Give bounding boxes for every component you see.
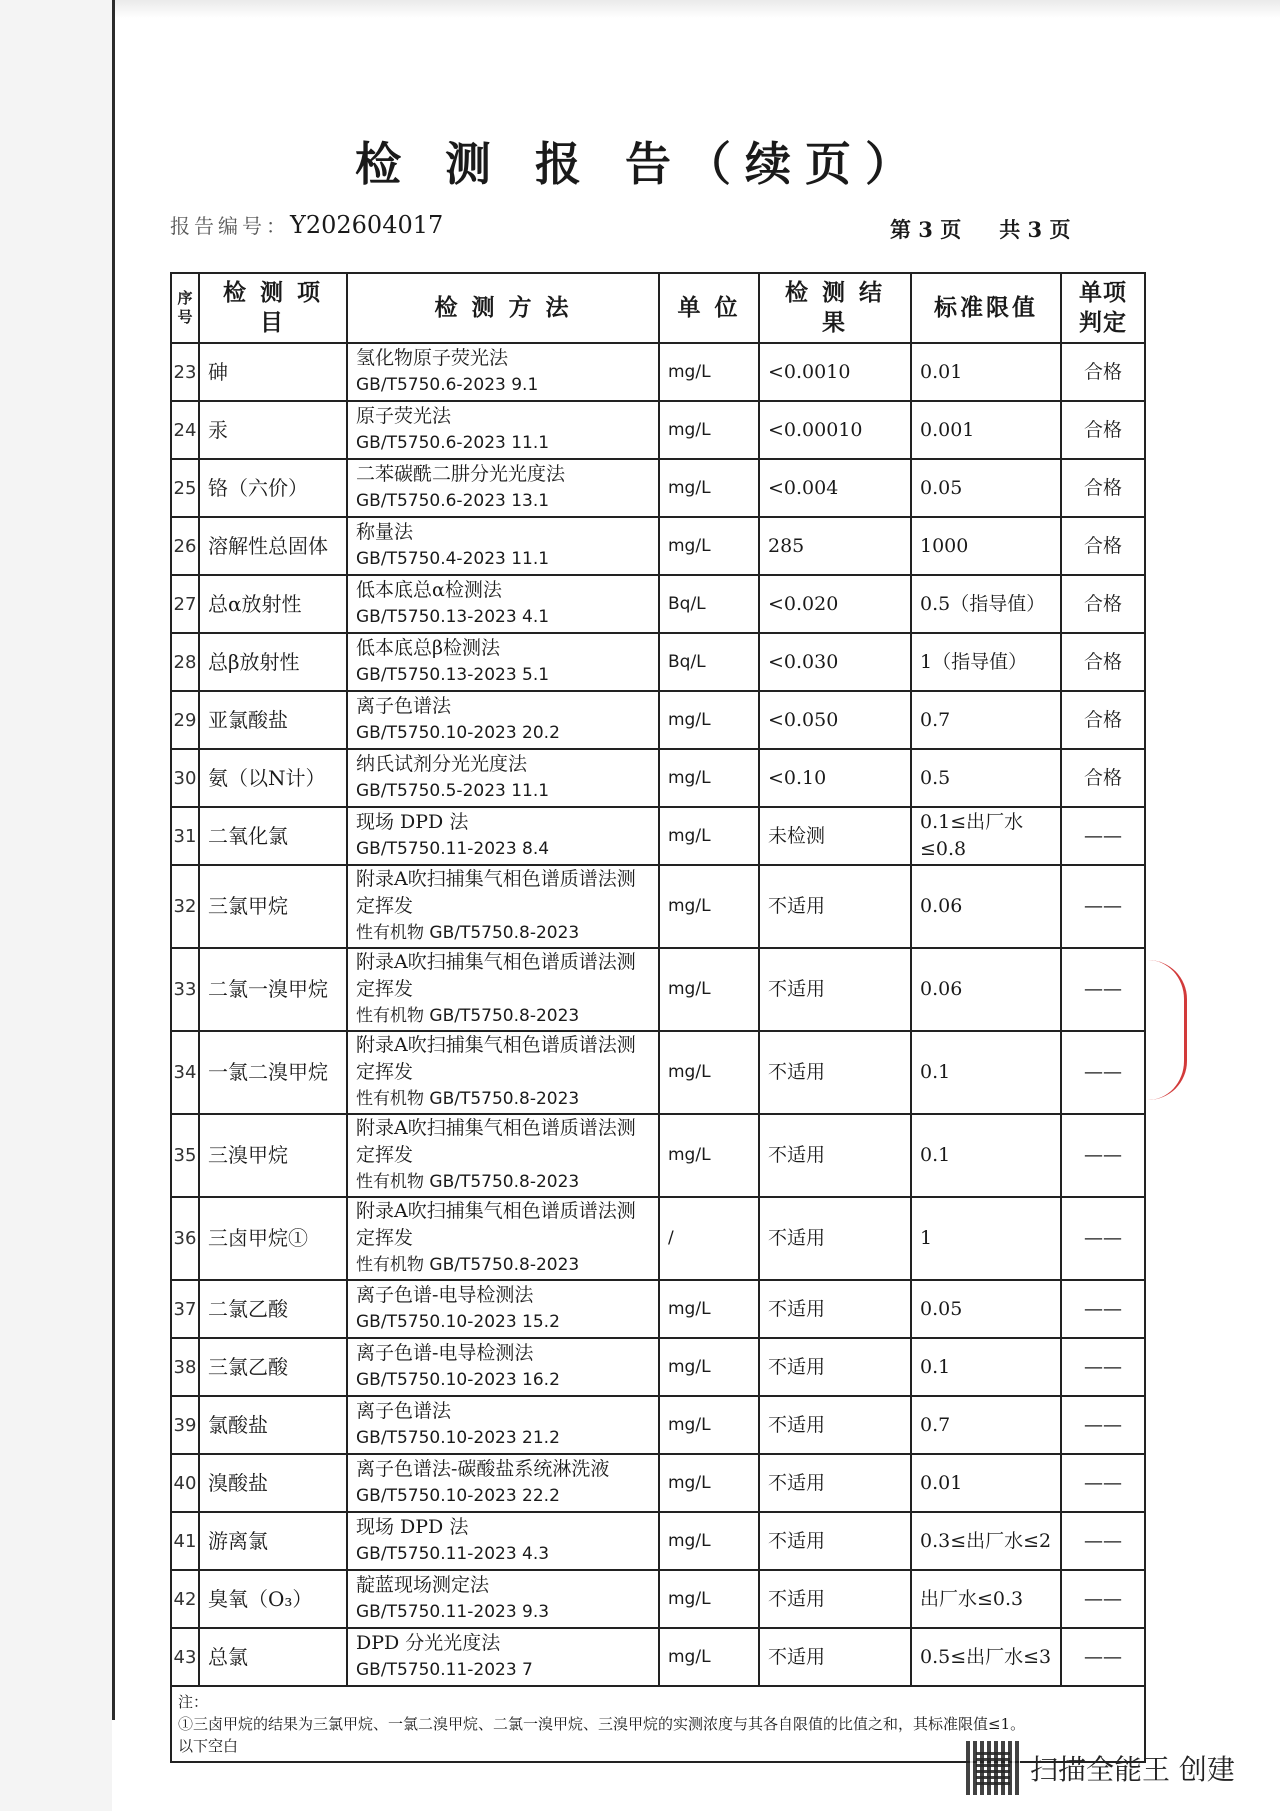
row-seq: 38 (171, 1338, 199, 1396)
row-verdict: —— (1061, 1031, 1145, 1114)
row-seq: 39 (171, 1396, 199, 1454)
row-method-name: 靛蓝现场测定法 (356, 1574, 490, 1596)
header-method: 检 测 方 法 (347, 273, 659, 343)
row-limit: 0.3≤出厂水≤2 (911, 1512, 1061, 1570)
row-method (347, 1338, 659, 1396)
row-result: <0.050 (759, 691, 911, 749)
table-row (171, 575, 1145, 633)
row-item: 二氯一溴甲烷 (199, 948, 347, 1031)
row-result: <0.030 (759, 633, 911, 691)
row-verdict: —— (1061, 1197, 1145, 1280)
row-verdict: 合格 (1061, 401, 1145, 459)
row-item: 总β放射性 (199, 633, 347, 691)
row-method (347, 948, 659, 1031)
table-row (171, 948, 1145, 1031)
row-unit: mg/L (659, 948, 759, 1031)
row-seq: 29 (171, 691, 199, 749)
page-current: 第 3 页 (890, 217, 962, 242)
row-limit: 0.1 (911, 1031, 1061, 1114)
row-method-name: DPD 分光光度法 (356, 1632, 501, 1654)
row-item: 总α放射性 (199, 575, 347, 633)
row-verdict: 合格 (1061, 633, 1145, 691)
row-method (347, 1197, 659, 1280)
row-limit: 0.1 (911, 1338, 1061, 1396)
row-unit: mg/L (659, 1114, 759, 1197)
row-seq: 30 (171, 749, 199, 807)
row-method-name: 原子荧光法 (356, 405, 452, 427)
row-method-name: 离子色谱法 (356, 1400, 452, 1422)
row-method-name: 附录A吹扫捕集气相色谱质谱法测定挥发 (356, 868, 636, 917)
qr-code-icon (966, 1741, 1020, 1795)
row-item: 总氯 (199, 1628, 347, 1686)
row-seq: 26 (171, 517, 199, 575)
row-item: 砷 (199, 343, 347, 401)
row-item: 亚氯酸盐 (199, 691, 347, 749)
red-seal-stamp (1148, 960, 1187, 1100)
row-method-name: 附录A吹扫捕集气相色谱质谱法测定挥发 (356, 1034, 636, 1083)
row-method-name: 现场 DPD 法 (356, 1516, 469, 1538)
row-item: 三卤甲烷① (199, 1197, 347, 1280)
row-method-name: 附录A吹扫捕集气相色谱质谱法测定挥发 (356, 1200, 636, 1249)
row-limit: 0.01 (911, 343, 1061, 401)
row-unit: mg/L (659, 865, 759, 948)
row-method (347, 343, 659, 401)
row-verdict: —— (1061, 1628, 1145, 1686)
row-result: 不适用 (759, 1031, 911, 1114)
table-row (171, 807, 1145, 865)
row-result: <0.0010 (759, 343, 911, 401)
row-item: 二氧化氯 (199, 807, 347, 865)
row-result: 不适用 (759, 1197, 911, 1280)
table-row (171, 1512, 1145, 1570)
row-seq: 25 (171, 459, 199, 517)
row-item: 二氯乙酸 (199, 1280, 347, 1338)
table-row (171, 1570, 1145, 1628)
row-method-standard: 性有机物 GB/T5750.8-2023 (356, 923, 580, 943)
row-seq: 42 (171, 1570, 199, 1628)
row-method-standard: 性有机物 GB/T5750.8-2023 (356, 1172, 580, 1192)
table-row (171, 749, 1145, 807)
row-limit: 1 (911, 1197, 1061, 1280)
row-result: <0.00010 (759, 401, 911, 459)
row-verdict: —— (1061, 1512, 1145, 1570)
row-verdict: —— (1061, 948, 1145, 1031)
row-unit: mg/L (659, 1031, 759, 1114)
row-method-standard: GB/T5750.4-2023 11.1 (356, 549, 550, 569)
row-item: 三氯乙酸 (199, 1338, 347, 1396)
row-seq: 23 (171, 343, 199, 401)
row-method-standard: GB/T5750.11-2023 8.4 (356, 839, 550, 859)
row-limit: 0.001 (911, 401, 1061, 459)
row-method-name: 低本底总α检测法 (356, 579, 502, 601)
row-method-name: 离子色谱法-碳酸盐系统淋洗液 (356, 1458, 610, 1480)
row-unit: / (659, 1197, 759, 1280)
row-limit: 1000 (911, 517, 1061, 575)
row-item: 一氯二溴甲烷 (199, 1031, 347, 1114)
notes-line-1: ①三卤甲烷的结果为三氯甲烷、一氯二溴甲烷、二氯一溴甲烷、三溴甲烷的实测浓度与其各自限值的比值之和，其标准限值≤1。 (178, 1715, 1026, 1733)
row-seq: 36 (171, 1197, 199, 1280)
row-result: 不适用 (759, 1280, 911, 1338)
row-seq: 32 (171, 865, 199, 948)
row-verdict: 合格 (1061, 459, 1145, 517)
row-verdict: —— (1061, 865, 1145, 948)
row-result: 285 (759, 517, 911, 575)
row-unit: mg/L (659, 1454, 759, 1512)
table-row (171, 1396, 1145, 1454)
row-method-standard: GB/T5750.13-2023 4.1 (356, 607, 550, 627)
notes-label: 注： (178, 1693, 209, 1711)
row-method-standard: GB/T5750.10-2023 21.2 (356, 1428, 560, 1448)
row-unit: Bq/L (659, 633, 759, 691)
row-method-name: 称量法 (356, 521, 414, 543)
row-method (347, 401, 659, 459)
row-item: 游离氯 (199, 1512, 347, 1570)
row-verdict: —— (1061, 1114, 1145, 1197)
row-seq: 31 (171, 807, 199, 865)
table-body (171, 343, 1145, 1686)
table-row (171, 459, 1145, 517)
row-unit: mg/L (659, 1628, 759, 1686)
table-row (171, 517, 1145, 575)
row-seq: 33 (171, 948, 199, 1031)
row-item: 三溴甲烷 (199, 1114, 347, 1197)
table-row (171, 1454, 1145, 1512)
table-row (171, 1338, 1145, 1396)
table-row (171, 1280, 1145, 1338)
header-item: 检 测 项 目 (199, 273, 347, 343)
row-verdict: —— (1061, 1280, 1145, 1338)
page-info (890, 214, 1108, 244)
row-limit: 0.05 (911, 1280, 1061, 1338)
row-method (347, 865, 659, 948)
row-method (347, 749, 659, 807)
row-method (347, 1114, 659, 1197)
page-edge (112, 0, 115, 1720)
row-method-standard: GB/T5750.11-2023 9.3 (356, 1602, 550, 1622)
row-item: 铬（六价） (199, 459, 347, 517)
table-row (171, 1628, 1145, 1686)
row-item: 臭氧（O₃） (199, 1570, 347, 1628)
row-limit: 出厂水≤0.3 (911, 1570, 1061, 1628)
row-method-standard: GB/T5750.6-2023 9.1 (356, 375, 539, 395)
scan-top-shadow (112, 0, 1280, 18)
table-row (171, 401, 1145, 459)
row-seq: 34 (171, 1031, 199, 1114)
row-method-name: 离子色谱法 (356, 695, 452, 717)
row-limit: 0.06 (911, 865, 1061, 948)
table-row (171, 343, 1145, 401)
row-method-standard: GB/T5750.10-2023 22.2 (356, 1486, 560, 1506)
table-row (171, 1114, 1145, 1197)
row-method-standard: GB/T5750.13-2023 5.1 (356, 665, 550, 685)
report-title: 检 测 报 告（续页） (354, 137, 926, 191)
row-method (347, 1031, 659, 1114)
row-result: 不适用 (759, 1114, 911, 1197)
row-limit: 0.05 (911, 459, 1061, 517)
row-limit: 0.7 (911, 691, 1061, 749)
row-method (347, 1454, 659, 1512)
row-result: 不适用 (759, 1338, 911, 1396)
row-unit: mg/L (659, 459, 759, 517)
row-method-standard: 性有机物 GB/T5750.8-2023 (356, 1006, 580, 1026)
row-method (347, 517, 659, 575)
report-number (170, 210, 443, 239)
row-item: 氨（以N计） (199, 749, 347, 807)
row-item: 汞 (199, 401, 347, 459)
row-result: 不适用 (759, 1570, 911, 1628)
row-method-name: 二苯碳酰二肼分光光度法 (356, 463, 566, 485)
row-unit: mg/L (659, 691, 759, 749)
row-limit: 0.06 (911, 948, 1061, 1031)
row-unit: Bq/L (659, 575, 759, 633)
row-verdict: 合格 (1061, 517, 1145, 575)
row-unit: mg/L (659, 1570, 759, 1628)
row-result: 不适用 (759, 865, 911, 948)
row-method (347, 1280, 659, 1338)
row-method (347, 1570, 659, 1628)
row-seq: 43 (171, 1628, 199, 1686)
row-result: 未检测 (759, 807, 911, 865)
row-method (347, 691, 659, 749)
row-method-standard: 性有机物 GB/T5750.8-2023 (356, 1089, 580, 1109)
row-unit: mg/L (659, 401, 759, 459)
page-total: 共 3 页 (999, 217, 1071, 242)
notes-line-2: 以下空白 (178, 1737, 239, 1755)
row-seq: 37 (171, 1280, 199, 1338)
row-seq: 24 (171, 401, 199, 459)
row-verdict: —— (1061, 1570, 1145, 1628)
row-verdict: 合格 (1061, 575, 1145, 633)
row-unit: mg/L (659, 517, 759, 575)
row-method-standard: 性有机物 GB/T5750.8-2023 (356, 1255, 580, 1275)
report-number-value: Y202604017 (290, 211, 444, 239)
scanner-watermark (966, 1740, 1235, 1796)
row-limit: 0.5≤出厂水≤3 (911, 1628, 1061, 1686)
header-verdict: 单项 判定 (1061, 273, 1145, 343)
row-result: 不适用 (759, 1454, 911, 1512)
row-unit: mg/L (659, 749, 759, 807)
table-row (171, 1197, 1145, 1280)
row-result: 不适用 (759, 1396, 911, 1454)
row-method-name: 离子色谱-电导检测法 (356, 1342, 534, 1364)
row-method-standard: GB/T5750.11-2023 7 (356, 1660, 533, 1680)
row-method-name: 氢化物原子荧光法 (356, 347, 509, 369)
row-verdict: —— (1061, 1338, 1145, 1396)
row-result: 不适用 (759, 948, 911, 1031)
row-limit: 0.1 (911, 1114, 1061, 1197)
row-verdict: 合格 (1061, 343, 1145, 401)
row-verdict: —— (1061, 1396, 1145, 1454)
row-unit: mg/L (659, 1338, 759, 1396)
row-method (347, 1396, 659, 1454)
row-seq: 41 (171, 1512, 199, 1570)
header-seq: 序号 (171, 273, 199, 343)
row-method-standard: GB/T5750.6-2023 11.1 (356, 433, 550, 453)
row-verdict: —— (1061, 1454, 1145, 1512)
row-unit: mg/L (659, 807, 759, 865)
row-method-standard: GB/T5750.10-2023 20.2 (356, 723, 560, 743)
header-unit: 单 位 (659, 273, 759, 343)
row-method (347, 633, 659, 691)
row-result: <0.10 (759, 749, 911, 807)
row-unit: mg/L (659, 343, 759, 401)
row-method-name: 附录A吹扫捕集气相色谱质谱法测定挥发 (356, 1117, 636, 1166)
row-method (347, 1512, 659, 1570)
row-method-standard: GB/T5750.10-2023 15.2 (356, 1312, 560, 1332)
row-seq: 28 (171, 633, 199, 691)
row-method-name: 离子色谱-电导检测法 (356, 1284, 534, 1306)
row-method-standard: GB/T5750.10-2023 16.2 (356, 1370, 560, 1390)
row-seq: 27 (171, 575, 199, 633)
row-method-name: 纳氏试剂分光光度法 (356, 753, 528, 775)
row-verdict: —— (1061, 807, 1145, 865)
row-limit: 1（指导值） (911, 633, 1061, 691)
table-row (171, 865, 1145, 948)
row-result: <0.004 (759, 459, 911, 517)
row-method (347, 459, 659, 517)
row-item: 氯酸盐 (199, 1396, 347, 1454)
row-item: 三氯甲烷 (199, 865, 347, 948)
row-method (347, 1628, 659, 1686)
row-result: 不适用 (759, 1628, 911, 1686)
header-limit: 标准限值 (911, 273, 1061, 343)
header-result: 检 测 结 果 (759, 273, 911, 343)
row-item: 溶解性总固体 (199, 517, 347, 575)
row-limit: 0.5 (911, 749, 1061, 807)
report-number-label: 报告编号： (170, 214, 290, 238)
row-seq: 40 (171, 1454, 199, 1512)
row-method-standard: GB/T5750.5-2023 11.1 (356, 781, 550, 801)
row-method (347, 807, 659, 865)
row-result: <0.020 (759, 575, 911, 633)
row-method-name: 现场 DPD 法 (356, 811, 469, 833)
table-row (171, 1031, 1145, 1114)
watermark-text: 扫描全能王 创建 (1030, 1753, 1235, 1786)
row-limit: 0.01 (911, 1454, 1061, 1512)
results-table (170, 272, 1146, 1763)
row-method-name: 附录A吹扫捕集气相色谱质谱法测定挥发 (356, 951, 636, 1000)
table-row (171, 633, 1145, 691)
row-method (347, 575, 659, 633)
row-method-standard: GB/T5750.11-2023 4.3 (356, 1544, 550, 1564)
row-method-standard: GB/T5750.6-2023 13.1 (356, 491, 550, 511)
row-item: 溴酸盐 (199, 1454, 347, 1512)
row-unit: mg/L (659, 1280, 759, 1338)
row-method-name: 低本底总β检测法 (356, 637, 500, 659)
row-limit: 0.5（指导值） (911, 575, 1061, 633)
table-row (171, 691, 1145, 749)
row-seq: 35 (171, 1114, 199, 1197)
row-verdict: 合格 (1061, 691, 1145, 749)
row-verdict: 合格 (1061, 749, 1145, 807)
row-limit: 0.7 (911, 1396, 1061, 1454)
table-header-row (171, 273, 1145, 343)
row-unit: mg/L (659, 1512, 759, 1570)
row-unit: mg/L (659, 1396, 759, 1454)
row-result: 不适用 (759, 1512, 911, 1570)
scan-background (0, 0, 112, 1811)
row-limit: 0.1≤出厂水≤0.8 (911, 807, 1061, 865)
